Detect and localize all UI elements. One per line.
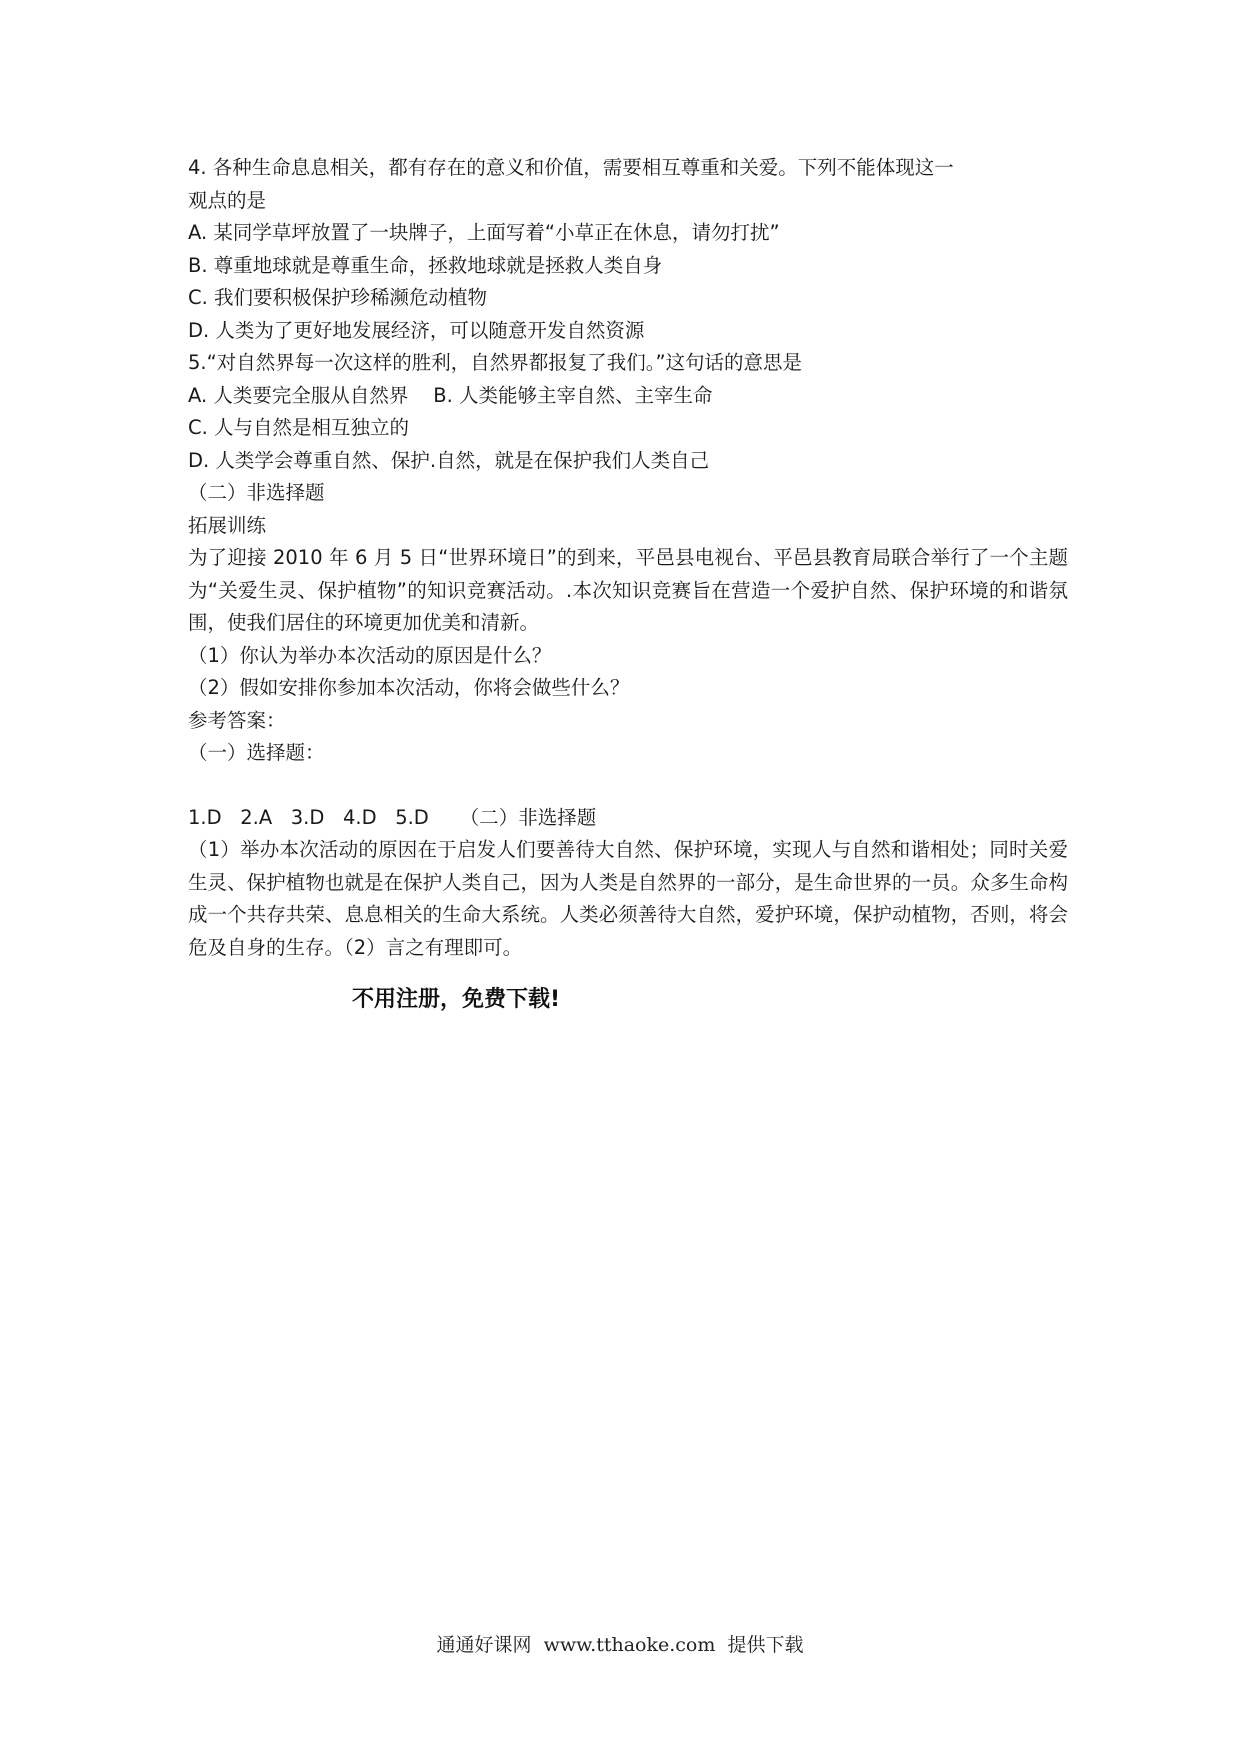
section2-question-1: （1）你认为举办本次活动的原因是什么？ — [188, 643, 552, 667]
answers-choice-list: 1.D 2.A 3.D 4.D 5.D （二）非选择题 — [188, 805, 597, 829]
q5-option-ab: A. 人类要完全服从自然界 B. 人类能够主宰自然、主宰生命 — [188, 383, 713, 407]
answers-heading: 参考答案： — [188, 708, 286, 732]
section2-heading: （二）非选择题 — [188, 481, 325, 504]
footer-credit: 通通好课网 www.tthaoke.com 提供下载 — [436, 1634, 804, 1656]
document-body — [188, 152, 1068, 964]
answers-choice-heading: （一）选择题： — [188, 741, 325, 764]
q4-option-d: D. 人类为了更好地发展经济，可以随意开发自然资源 — [188, 318, 645, 342]
section2-question-2: （2）假如安排你参加本次活动，你将会做些什么？ — [188, 676, 630, 699]
q4-stem-line-1: 4. 各种生命息息相关，都有存在的意义和价值，需要相互尊重和关爱。下列不能体现这一 — [188, 156, 954, 179]
blank-line — [188, 770, 1068, 802]
q4-option-c: C. 我们要积极保护珍稀濒危动植物 — [188, 286, 488, 309]
section2-passage: 为了迎接 2010 年 6 月 5 日“世界环境日”的到来，平邑县电视台、平邑县教育局联合举行了一个主题为“关爱生灵、保护植物”的知识竞赛活动。.本次知识竞赛旨在营造一个爱护自然、保护环境的和谐氛围，使我们居住的环境更加优美和清新。 — [188, 546, 1068, 634]
q4-option-b: B. 尊重地球就是尊重生命，拯救地球就是拯救人类自身 — [188, 253, 663, 277]
q5-option-c: C. 人与自然是相互独立的 — [188, 416, 410, 439]
q4-stem-line-2: 观点的是 — [188, 188, 267, 212]
q4-option-a: A. 某同学草坪放置了一块牌子，上面写着“小草正在休息，请勿打扰” — [188, 221, 780, 244]
answers-text: （1）举办本次活动的原因在于启发人们要善待大自然、保护环境，实现人与自然和谐相处；同时关爱生灵、保护植物也就是在保护人类自己，因为人类是自然界的一部分，是生命世界的一员。众多生命构成一个共存共荣、息息相关的生命大系统。人类必须善待大自然，爱护环境，保护动植物，否则，将会危及自身的生存。（2）言之有理即可。 — [188, 838, 1068, 959]
section2-subheading: 拓展训练 — [188, 513, 267, 537]
promo-text: 不用注册，免费下载! — [352, 987, 561, 1012]
q5-option-d: D. 人类学会尊重自然、保护.自然，就是在保护我们人类自己 — [188, 448, 710, 472]
q5-stem: 5.“对自然界每一次这样的胜利，自然界都报复了我们。”这句话的意思是 — [188, 351, 803, 374]
